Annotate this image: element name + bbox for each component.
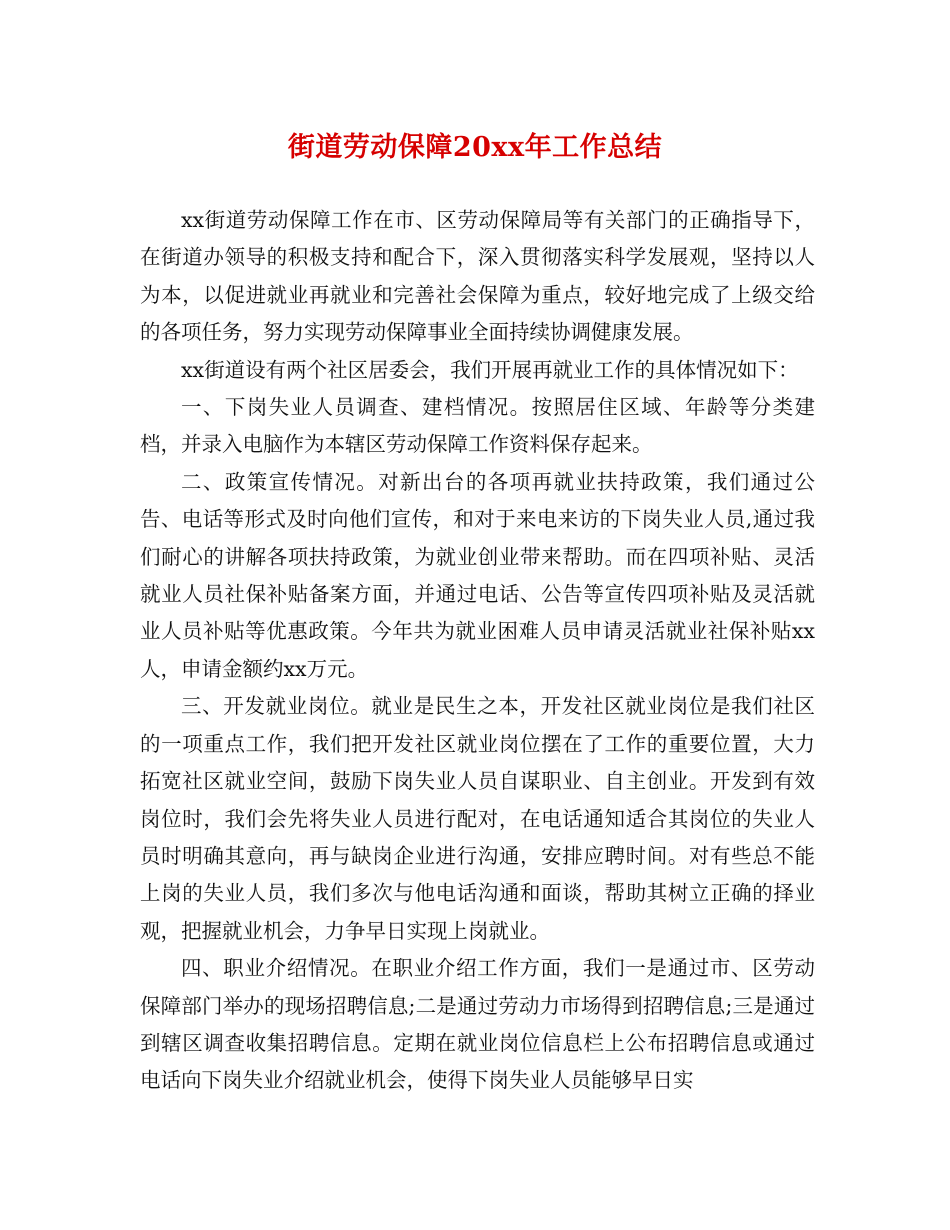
document-title: 街道劳动保障20xx年工作总结	[287, 132, 663, 163]
paragraph-section-3: 三、开发就业岗位。就业是民生之本，开发社区就业岗位是我们社区的一项重点工作，我们把开发社区就业岗位摆在了工作的重要位置，大力拓宽社区就业空间，鼓励下岗失业人员自谋职业、自主创业。开发到有效岗位时，我们会先将失业人员进行配对，在电话通知适合其岗位的失业人员时明确其意向，再与缺岗企业进行沟通，安排应聘时间。对有些总不能上岗的失业人员，我们多次与他电话沟通和面谈，帮助其树立正确的择业观，把握就业机会，力争早日实现上岗就业。	[140, 694, 815, 943]
paragraph-section-2: 二、政策宣传情况。对新出台的各项再就业扶持政策，我们通过公告、电话等形式及时向他们宣传，和对于来电来访的下岗失业人员,通过我们耐心的讲解各项扶持政策，为就业创业带来帮助。而在四项补贴、灵活就业人员社保补贴备案方面，并通过电话、公告等宣传四项补贴及灵活就业人员补贴等优惠政策。今年共为就业困难人员申请灵活就业社保补贴xx人，申请金额约xx万元。	[140, 469, 815, 681]
paragraph-section-1: 一、下岗失业人员调查、建档情况。按照居住区域、年龄等分类建档，并录入电脑作为本辖区劳动保障工作资料保存起来。	[140, 395, 815, 457]
paragraph-section-4: 四、职业介绍情况。在职业介绍工作方面，我们一是通过市、区劳动保障部门举办的现场招聘信息;二是通过劳动力市场得到招聘信息;三是通过到辖区调查收集招聘信息。定期在就业岗位信息栏上公布招聘信息或通过电话向下岗失业介绍就业机会，使得下岗失业人员能够早日实	[140, 956, 815, 1093]
paragraph-intro: xx街道劳动保障工作在市、区劳动保障局等有关部门的正确指导下，在街道办领导的积极支持和配合下，深入贯彻落实科学发展观，坚持以人为本，以促进就业再就业和完善社会保障为重点，较好地完成了上级交给的各项任务，努力实现劳动保障事业全面持续协调健康发展。	[140, 208, 815, 345]
paragraph-overview: xx街道设有两个社区居委会，我们开展再就业工作的具体情况如下：	[181, 357, 799, 382]
document-body	[140, 202, 815, 1100]
